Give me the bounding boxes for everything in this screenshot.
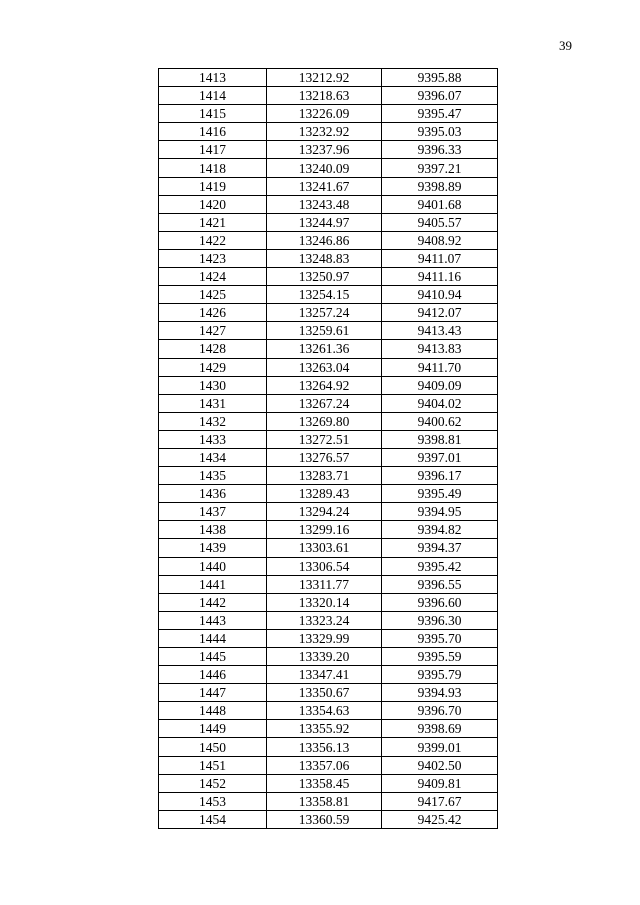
value-b-cell: 9404.02 [382,394,498,412]
value-b-cell: 9395.79 [382,666,498,684]
value-a-cell: 13299.16 [267,521,382,539]
row-id-cell: 1443 [159,611,267,629]
value-a-cell: 13241.67 [267,177,382,195]
row-id-cell: 1433 [159,430,267,448]
value-a-cell: 13263.04 [267,358,382,376]
value-b-cell: 9409.81 [382,774,498,792]
value-b-cell: 9395.42 [382,557,498,575]
table-row [159,105,498,123]
data-table [158,68,498,829]
value-a-cell: 13289.43 [267,485,382,503]
table-row [159,611,498,629]
value-b-cell: 9395.59 [382,648,498,666]
row-id-cell: 1434 [159,448,267,466]
row-id-cell: 1444 [159,629,267,647]
value-b-cell: 9396.30 [382,611,498,629]
value-b-cell: 9397.21 [382,159,498,177]
value-a-cell: 13250.97 [267,268,382,286]
value-b-cell: 9410.94 [382,286,498,304]
value-a-cell: 13360.59 [267,810,382,828]
value-b-cell: 9398.89 [382,177,498,195]
value-b-cell: 9396.60 [382,593,498,611]
value-b-cell: 9412.07 [382,304,498,322]
value-a-cell: 13303.61 [267,539,382,557]
value-b-cell: 9396.33 [382,141,498,159]
value-a-cell: 13329.99 [267,629,382,647]
value-a-cell: 13254.15 [267,286,382,304]
value-a-cell: 13311.77 [267,575,382,593]
value-b-cell: 9405.57 [382,213,498,231]
value-b-cell: 9409.09 [382,376,498,394]
table-row [159,485,498,503]
value-a-cell: 13259.61 [267,322,382,340]
row-id-cell: 1424 [159,268,267,286]
value-b-cell: 9394.37 [382,539,498,557]
value-a-cell: 13226.09 [267,105,382,123]
row-id-cell: 1427 [159,322,267,340]
value-b-cell: 9401.68 [382,195,498,213]
value-b-cell: 9400.62 [382,412,498,430]
value-b-cell: 9395.03 [382,123,498,141]
value-a-cell: 13246.86 [267,231,382,249]
value-b-cell: 9394.95 [382,503,498,521]
row-id-cell: 1442 [159,593,267,611]
table-row [159,286,498,304]
row-id-cell: 1453 [159,792,267,810]
value-b-cell: 9413.43 [382,322,498,340]
value-a-cell: 13283.71 [267,467,382,485]
table-row [159,268,498,286]
table-row [159,430,498,448]
table-row [159,322,498,340]
table-row [159,629,498,647]
value-b-cell: 9413.83 [382,340,498,358]
row-id-cell: 1423 [159,249,267,267]
value-a-cell: 13339.20 [267,648,382,666]
row-id-cell: 1450 [159,738,267,756]
value-b-cell: 9411.07 [382,249,498,267]
row-id-cell: 1429 [159,358,267,376]
value-b-cell: 9425.42 [382,810,498,828]
value-b-cell: 9411.16 [382,268,498,286]
table-row [159,521,498,539]
value-a-cell: 13244.97 [267,213,382,231]
row-id-cell: 1436 [159,485,267,503]
value-a-cell: 13350.67 [267,684,382,702]
table-body [159,69,498,829]
table-row [159,159,498,177]
row-id-cell: 1431 [159,394,267,412]
table-row [159,720,498,738]
table-row [159,666,498,684]
value-a-cell: 13257.24 [267,304,382,322]
table-row [159,593,498,611]
table-row [159,557,498,575]
value-b-cell: 9396.70 [382,702,498,720]
table-row [159,213,498,231]
table-row [159,69,498,87]
value-b-cell: 9395.70 [382,629,498,647]
value-a-cell: 13358.81 [267,792,382,810]
row-id-cell: 1426 [159,304,267,322]
row-id-cell: 1439 [159,539,267,557]
value-b-cell: 9399.01 [382,738,498,756]
value-b-cell: 9398.69 [382,720,498,738]
table-row [159,249,498,267]
table-row [159,684,498,702]
table-row [159,376,498,394]
value-b-cell: 9417.67 [382,792,498,810]
value-a-cell: 13243.48 [267,195,382,213]
row-id-cell: 1414 [159,87,267,105]
value-b-cell: 9395.47 [382,105,498,123]
row-id-cell: 1435 [159,467,267,485]
value-a-cell: 13294.24 [267,503,382,521]
table-row [159,792,498,810]
table-row [159,467,498,485]
value-a-cell: 13212.92 [267,69,382,87]
row-id-cell: 1440 [159,557,267,575]
value-b-cell: 9396.07 [382,87,498,105]
value-a-cell: 13354.63 [267,702,382,720]
row-id-cell: 1417 [159,141,267,159]
row-id-cell: 1420 [159,195,267,213]
value-a-cell: 13356.13 [267,738,382,756]
value-b-cell: 9395.49 [382,485,498,503]
value-b-cell: 9402.50 [382,756,498,774]
table-row [159,123,498,141]
row-id-cell: 1445 [159,648,267,666]
table-row [159,774,498,792]
value-b-cell: 9396.55 [382,575,498,593]
value-a-cell: 13261.36 [267,340,382,358]
value-a-cell: 13306.54 [267,557,382,575]
value-a-cell: 13218.63 [267,87,382,105]
row-id-cell: 1422 [159,231,267,249]
table-row [159,738,498,756]
table-row [159,195,498,213]
row-id-cell: 1432 [159,412,267,430]
table-row [159,539,498,557]
value-a-cell: 13358.45 [267,774,382,792]
value-a-cell: 13357.06 [267,756,382,774]
row-id-cell: 1451 [159,756,267,774]
table-row [159,358,498,376]
value-a-cell: 13320.14 [267,593,382,611]
value-b-cell: 9398.81 [382,430,498,448]
value-a-cell: 13355.92 [267,720,382,738]
value-a-cell: 13323.24 [267,611,382,629]
table-row [159,141,498,159]
value-a-cell: 13237.96 [267,141,382,159]
table-row [159,394,498,412]
value-a-cell: 13267.24 [267,394,382,412]
value-a-cell: 13264.92 [267,376,382,394]
table-row [159,304,498,322]
value-b-cell: 9411.70 [382,358,498,376]
table-row [159,702,498,720]
row-id-cell: 1425 [159,286,267,304]
table-row [159,177,498,195]
table-row [159,648,498,666]
row-id-cell: 1419 [159,177,267,195]
row-id-cell: 1428 [159,340,267,358]
table-row [159,340,498,358]
value-a-cell: 13347.41 [267,666,382,684]
row-id-cell: 1449 [159,720,267,738]
value-b-cell: 9394.93 [382,684,498,702]
row-id-cell: 1437 [159,503,267,521]
table-row [159,575,498,593]
value-a-cell: 13240.09 [267,159,382,177]
row-id-cell: 1430 [159,376,267,394]
row-id-cell: 1416 [159,123,267,141]
table-row [159,810,498,828]
table-row [159,231,498,249]
value-b-cell: 9397.01 [382,448,498,466]
value-b-cell: 9408.92 [382,231,498,249]
row-id-cell: 1447 [159,684,267,702]
value-a-cell: 13232.92 [267,123,382,141]
row-id-cell: 1421 [159,213,267,231]
row-id-cell: 1448 [159,702,267,720]
row-id-cell: 1441 [159,575,267,593]
value-a-cell: 13248.83 [267,249,382,267]
value-b-cell: 9395.88 [382,69,498,87]
row-id-cell: 1452 [159,774,267,792]
row-id-cell: 1418 [159,159,267,177]
row-id-cell: 1413 [159,69,267,87]
value-a-cell: 13276.57 [267,448,382,466]
value-a-cell: 13269.80 [267,412,382,430]
value-b-cell: 9396.17 [382,467,498,485]
table-row [159,87,498,105]
row-id-cell: 1415 [159,105,267,123]
row-id-cell: 1446 [159,666,267,684]
value-a-cell: 13272.51 [267,430,382,448]
row-id-cell: 1438 [159,521,267,539]
value-b-cell: 9394.82 [382,521,498,539]
table-row [159,503,498,521]
table-row [159,756,498,774]
page-number: 39 [559,38,572,53]
row-id-cell: 1454 [159,810,267,828]
table-row [159,448,498,466]
table-row [159,412,498,430]
